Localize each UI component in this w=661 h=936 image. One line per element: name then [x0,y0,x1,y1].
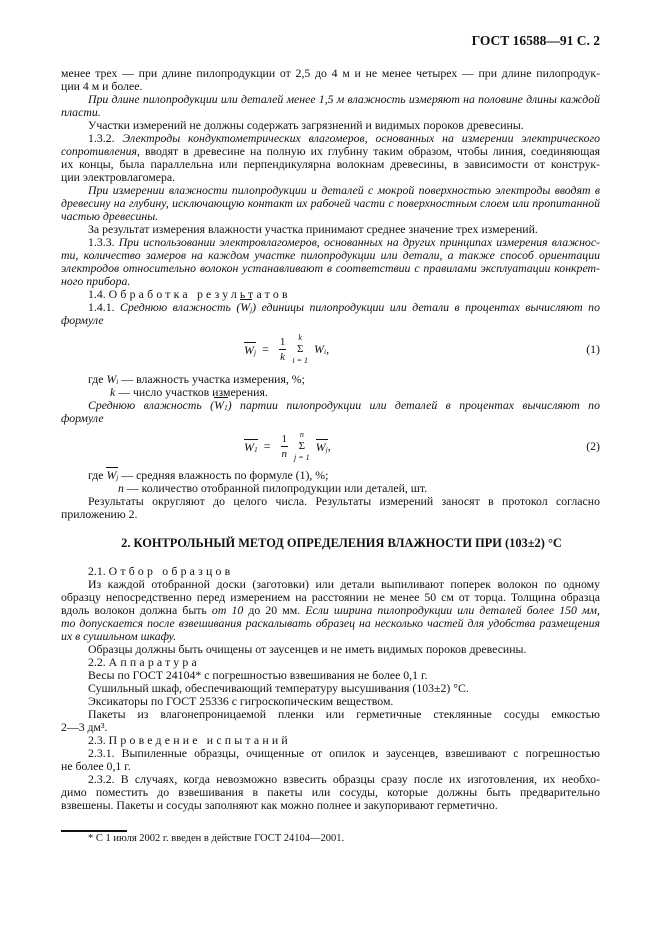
formula-lhs: $W_j$ [244,342,257,357]
text-line [61,495,600,508]
text-segment: Весы по ГОСТ 24104* с погрешностью взвешивания не более 0,1 г. [88,668,428,682]
section-2 [61,565,600,812]
sum-sign: k Σ i = 1 [292,333,308,365]
fraction: $\frac{1}{n}$ [281,433,288,460]
formula-1-explanation [61,373,600,425]
text-segment: образцу непосредственно перед измерением на расстоянии не менее 50 см от торца. Толщина образца [61,590,600,604]
paragraph [61,578,600,643]
text-segment: При использовании электровлагомеров, основанных на других принципах измерения влажнос- [118,235,600,249]
text-segment: — средняя влажность по формуле (1), %; [118,468,329,482]
paragraph [61,495,600,521]
subsection-title: Аппаратура [108,655,200,669]
text-segment: их концы, была параллельна или перпендикулярна волокнам древесины, в зависимости от конструк- [61,157,600,171]
text-segment: — влажность участка измерения, %; [118,372,305,386]
text-segment: то допускается после взвешивания раскалывать образец на несколько частей для удобства размещения [61,616,600,630]
text-segment: — количество отобранной пилопродукции или деталей, шт. [123,481,428,495]
text-segment: За результат измерения влажности участка принимают среднее значение трех измерений. [88,222,538,236]
text-segment: древесину на глубину, исключающую контакт их рабочей части с поверхностным слоем или пропитанной [61,196,600,210]
text-segment: 1.3.3. [88,235,119,249]
text-segment: — число участков измерения. [115,385,268,399]
text-segment: формуле [61,411,104,425]
subsection-title: Отбор образцов [108,564,234,578]
text-segment: до 20 мм. [243,603,306,617]
text-segment: менее трех — при длине пилопродукции от 2,5 до 4 м и не менее четырех — при длине пилопродук- [61,66,600,80]
text-segment: 1.4.1. [88,300,121,314]
formula-comma: , [327,439,331,453]
text-segment: 2.1. [88,564,109,578]
text-segment: ) партии пилопродукции или деталей в процентах вычисляют по [227,398,600,412]
sum-sign: n Σ j = 1 [294,430,310,462]
text-segment: При длине пилопродукции или деталей менее 1,5 м влажность измеряют на половине длины каждой [88,92,600,106]
text-segment: не более 0,1 г. [61,759,131,773]
text-segment: где [88,372,107,386]
text-segment: 2.3.1. Выпиленные образцы, очищенные от опилок и заусенцев, взвешивают с погрешностью [88,746,600,760]
paragraph [61,773,600,812]
text-segment: Электроды кондуктометрических влагомеров, основанных на измерении электрического [122,131,600,145]
text-segment: электродов относительно волокон устанавливают в соответствии с правилами эксплуатации конкрет- [61,261,600,275]
paragraph [61,708,600,734]
text-segment: Эксикаторы по ГОСТ 25336 с гигроскопическим веществом. [88,694,394,708]
text-segment: частью древесины. [61,209,159,223]
paragraph [61,67,600,93]
text-segment: Результаты округляют до целого числа. Результаты измерений заносят в протокол согласно [88,494,600,508]
equation-number: (1) [586,342,600,356]
text-line [61,262,600,275]
text-line [61,301,600,314]
formula-term: $W_j$ [315,439,328,454]
text-segment: ного прибора. [61,274,131,288]
text-segment: Участки измерений не должны содержать загрязнений и видимых пороков древесины. [88,118,524,132]
formula-2 [61,425,600,469]
text-line [61,708,600,721]
text-segment: 2.3. [88,733,109,747]
paragraph [61,747,600,773]
equation-number: (2) [586,439,600,453]
paragraph [61,399,600,425]
text-segment: приложению 2. [61,507,138,521]
text-line [61,747,600,760]
text-segment: где [88,468,107,482]
text-line [61,799,600,812]
variable-symbol: $W_j$ [240,300,253,314]
text-segment: ции электровлагомера. [61,170,176,184]
text-segment: Сушильный шкаф, обеспечивающий температуру высушивания (103±2) °С. [88,681,469,695]
text-segment: взвешены. Пакеты и сосуды заполняют как можно полнее и закупоривают герметично. [61,798,498,812]
text-segment: от 10 [211,603,244,617]
text-line [61,399,600,412]
formula-term: $W_i$ [314,342,327,356]
formula-2-explanation [61,469,600,521]
paragraph [61,132,600,184]
text-segment: их в сушильном шкафу. [61,629,177,643]
text-line [61,93,600,106]
text-segment: Из каждой отобранной доски (заготовки) или детали выпиливают поперек волокон по одному [88,577,600,591]
text-line [61,508,600,521]
page-header: ГОСТ 16588—91 С. 2 [471,33,600,48]
text-line [61,314,600,327]
text-segment: , вводят в древесине на полную их глубину таким образом, чтобы линия, соединяющая [136,144,600,158]
text-segment: 2—3 дм³. [61,720,108,734]
text-segment: димо поместить до взвешивания в пакеты или сосуды, которые должны быть предварительно [61,785,600,799]
paragraph [61,301,600,327]
text-segment: 2.3.2. В случаях, когда невозможно взвесить образцы сразу после их изготовления, их необхо- [88,772,600,786]
text-segment: Если ширина пилопродукции или деталей более 150 мм, [305,603,601,617]
formula-1 [61,327,600,373]
text-segment: пласти. [61,105,101,119]
subsection-title: Обработка результатов [108,287,291,301]
text-segment: 1.4. [88,287,109,301]
text-segment: Среднюю влажность ( [88,398,215,412]
text-segment: Среднюю влажность ( [120,300,241,314]
text-segment: ции 4 м и более. [61,79,143,93]
equals-sign: = [263,439,271,453]
equals-sign: = [262,342,269,356]
text-segment: Пакеты из влагонепроницаемой пленки или герметичные стеклянные сосуды емкостью [88,707,600,721]
text-segment: 2.2. [88,655,109,669]
formula-lhs: $W_1$ [244,439,258,454]
text-segment: При измерении влажности пилопродукции и деталей с мокрой поверхностью электроды вводят в [88,183,600,197]
formula-comma: , [326,342,330,356]
text-segment: Образцы должны быть очищены от заусенцев и не иметь видимых пороков древесины. [88,642,527,656]
text-segment: ) единицы пилопродукции или детали в процентах вычисляют по [252,300,600,314]
paragraph [61,93,600,119]
section-heading: 2. КОНТРОЛЬНЫЙ МЕТОД ОПРЕДЕЛЕНИЯ ВЛАЖНОСТИ ПРИ (103±2) °С [121,536,562,550]
text-segment: ти, количество замеров на каждом участке пилопродукции или детали, а также способ ориентации [61,248,600,262]
variable-symbol: $W_j$ [106,468,119,482]
variable-symbol: $W_1$ [214,398,228,412]
text-segment: формуле [61,313,104,327]
text-line [61,412,600,425]
text-segment: сопротивления [61,144,137,158]
text-segment: k [110,385,116,399]
text-segment: 1.3.2. [88,131,123,145]
subsection-title: Проведение испытаний [108,733,291,747]
text-segment: вдоль волокон должна быть [61,603,212,617]
paragraph [61,184,600,223]
text-segment: n [118,481,124,495]
fraction: $\frac{1}{k}$ [279,336,286,363]
variable-symbol: $W_i$ [106,372,119,386]
section-1-3 [61,67,600,327]
paragraph [61,236,600,288]
document-body [61,67,600,846]
footnote: * С 1 июля 2002 г. введен в действие ГОСТ 24104—2001. [88,833,345,844]
